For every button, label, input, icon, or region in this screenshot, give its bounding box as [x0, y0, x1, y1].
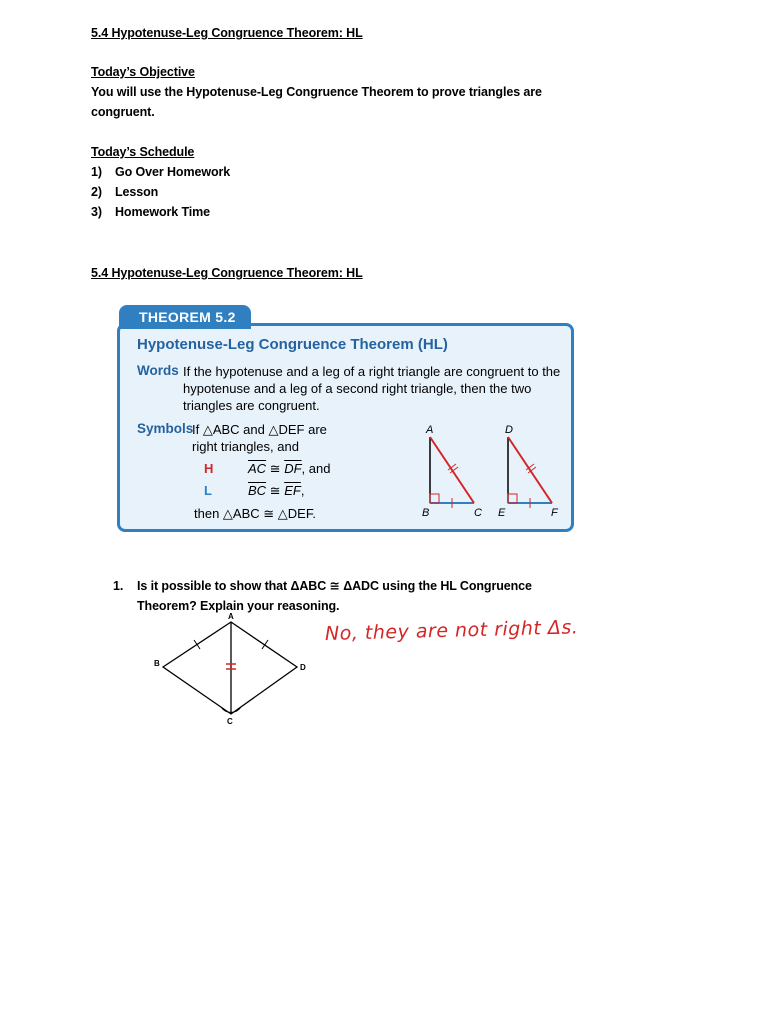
congruent-symbol: ≅: [266, 461, 285, 476]
segment-bc: $\overline{BC}$: [248, 483, 267, 498]
question-text-line2: Theorem? Explain your reasoning.: [137, 599, 340, 613]
vertex-label-c: C: [474, 507, 482, 519]
vertex-label-a: A: [426, 424, 434, 436]
schedule-label: Today’s Schedule: [91, 145, 195, 159]
segment-df: $\overline{DF}$: [284, 461, 302, 476]
h-statement-end: , and: [301, 461, 331, 476]
vertex-label-c: C: [227, 717, 233, 726]
objective-label: Today’s Objective: [91, 65, 195, 79]
segment-ac: $\overline{AC}$: [248, 461, 267, 476]
page-heading: 5.4 Hypotenuse-Leg Congruence Theorem: HL: [91, 26, 363, 40]
symbols-right: right triangles, and: [192, 439, 299, 454]
words-label: Words: [137, 363, 179, 378]
theorem-title: Hypotenuse-Leg Congruence Theorem (HL): [137, 336, 448, 353]
objective-text-line2: congruent.: [91, 105, 155, 119]
kite-outline: [163, 622, 297, 714]
schedule-text: Homework Time: [115, 205, 211, 219]
vertex-label-b: B: [154, 659, 160, 668]
congruent-symbol: ≅: [266, 483, 285, 498]
question-text-line1: Is it possible to show that ΔABC ≅ ΔADC using the HL Congruence: [137, 579, 532, 593]
schedule-num: 3): [91, 205, 102, 219]
vertex-label-a: A: [228, 612, 234, 621]
vertex-label-b: B: [422, 507, 430, 519]
schedule-text: Lesson: [115, 185, 159, 199]
vertex-label-f: F: [551, 507, 558, 519]
schedule-num: 1): [91, 165, 102, 179]
question-number: 1.: [113, 579, 124, 593]
symbols-then: then △ABC ≅ △DEF.: [194, 506, 316, 521]
vertex-label-d: D: [505, 424, 513, 436]
h-label: H: [204, 461, 214, 476]
theorem-tab: THEOREM 5.2: [119, 305, 251, 329]
l-label: L: [204, 483, 212, 498]
tick-ab: [194, 640, 200, 649]
l-statement-end: ,: [300, 483, 305, 498]
schedule-num: 2): [91, 185, 102, 199]
segment-ef: $\overline{EF}$: [284, 483, 301, 498]
symbols-if: If △ABC and △DEF are: [192, 422, 327, 437]
schedule-text: Go Over Homework: [115, 165, 231, 179]
handwritten-answer: No, they are not right Δs.: [324, 616, 579, 645]
vertex-label-e: E: [498, 507, 506, 519]
symbols-label: Symbols: [137, 421, 194, 436]
theorem-words: If the hypotenuse and a leg of a right triangle are congruent to the hypotenuse and a leg of a second right triangle, then the two triangles are congruent.: [183, 364, 561, 413]
vertex-label-d: D: [300, 663, 306, 672]
objective-text-line1: You will use the Hypotenuse-Leg Congruence Theorem to prove triangles are: [91, 85, 542, 99]
section-heading: 5.4 Hypotenuse-Leg Congruence Theorem: HL: [91, 266, 363, 280]
